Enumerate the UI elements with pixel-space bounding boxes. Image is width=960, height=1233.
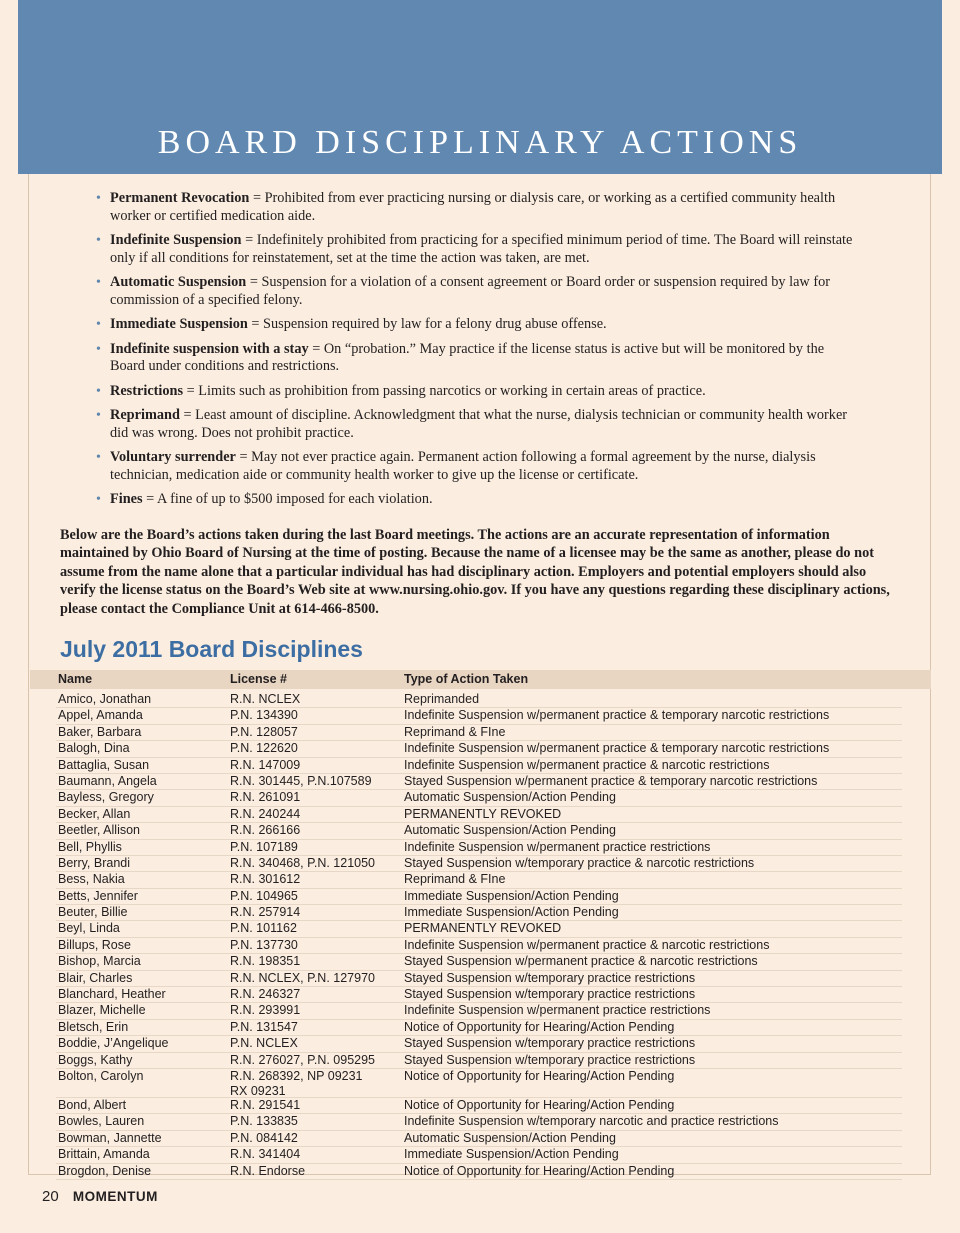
- cell-name: Boddie, J’Angelique: [58, 1036, 169, 1051]
- definition-desc: = Least amount of discipline. Acknowledgment that what the nurse, dialysis technician or community health worker did was wrong. Does not prohibit practice.: [110, 407, 848, 441]
- bullet-icon: •: [96, 341, 101, 357]
- cell-name: Beyl, Linda: [58, 921, 120, 936]
- cell-name: Betts, Jennifer: [58, 888, 138, 903]
- cell-name: Baumann, Angela: [58, 773, 157, 788]
- cell-name: Blair, Charles: [58, 970, 133, 985]
- cell-license: [230, 692, 300, 707]
- cell-action: Notice of Opportunity for Hearing/Action Pending: [404, 1019, 675, 1034]
- cell-name: Bess, Nakia: [58, 872, 125, 887]
- cell-action: Stayed Suspension w/temporary practice restrictions: [404, 1036, 696, 1051]
- license-line: P.N. 104965: [230, 888, 298, 903]
- definition-desc: = Suspension required by law for a felony drug abuse offense.: [247, 316, 607, 332]
- cell-license: [230, 725, 298, 740]
- table-row: [56, 708, 902, 724]
- table-row: [56, 1131, 902, 1147]
- cell-action: Immediate Suspension/Action Pending: [404, 888, 619, 903]
- bullet-icon: •: [96, 191, 101, 206]
- table-row: [56, 1069, 902, 1098]
- cell-name: Beuter, Billie: [58, 905, 128, 920]
- definition-desc: = May not ever practice again. Permanent action following a formal agreement by the nurse, dialysis technician, medication aide or community health worker to give up the license or certificate.: [110, 449, 816, 483]
- table-row: [56, 1003, 902, 1019]
- table-row: [56, 954, 902, 970]
- footer: [42, 1188, 158, 1205]
- table-row: [56, 856, 902, 872]
- cell-license: [230, 741, 298, 756]
- bullet-icon: •: [96, 492, 101, 507]
- cell-license: [230, 1053, 375, 1068]
- cell-license: [230, 856, 375, 871]
- cell-license: [230, 905, 300, 920]
- intro-paragraph: Below are the Board’s actions taken during the last Board meetings. The actions are an accurate representation of information maintained by Ohio Board of Nursing at the time of posting. Because the name of a licensee may be the same as another, please do not assume from the name alone that a particular individual has had disciplinary action. Employers and potential employers should also verify the license status on the Board’s Web site at www.nursing.ohio.gov. If you have any questions regarding these disciplinary actions, please contact the Compliance Unit at 614-466-8500.: [60, 527, 890, 617]
- table-row: [56, 971, 902, 987]
- license-line: R.N. 340468, P.N. 121050: [230, 855, 376, 870]
- license-line: P.N. 107189: [230, 839, 298, 854]
- cell-action: Immediate Suspension/Action Pending: [404, 1147, 619, 1162]
- table-row: [56, 725, 902, 741]
- cell-name: Bletsch, Erin: [58, 1019, 129, 1034]
- table-row: [56, 889, 902, 905]
- cell-name: Berry, Brandi: [58, 855, 131, 870]
- license-line: R.N. 246327: [230, 987, 301, 1002]
- definition-term: Reprimand: [110, 407, 180, 423]
- page-title: BOARD DISCIPLINARY ACTIONS: [157, 124, 803, 161]
- cell-license: [230, 1114, 298, 1129]
- cell-license: [230, 807, 300, 822]
- definition-desc: = On “probation.” May practice if the license status is active but will be monitored by the Board under conditions and restrictions.: [110, 340, 825, 374]
- cell-action: Notice of Opportunity for Hearing/Action Pending: [404, 1068, 675, 1083]
- cell-license: [230, 938, 298, 953]
- cell-action: Automatic Suspension/Action Pending: [404, 790, 616, 805]
- license-line: RX 09231: [230, 1083, 286, 1098]
- license-line: P.N. 131547: [230, 1019, 298, 1034]
- cell-action: Indefinite Suspension w/temporary narcotic and practice restrictions: [404, 1114, 779, 1129]
- table-row: [56, 1114, 902, 1130]
- license-line: R.N. 266166: [230, 823, 301, 838]
- definition-term: Immediate Suspension: [110, 316, 248, 332]
- definition-term: Restrictions: [110, 382, 184, 399]
- table-row: [56, 758, 902, 774]
- table-row: [56, 1053, 902, 1069]
- cell-name: Bishop, Marcia: [58, 954, 141, 969]
- table-row: [56, 1098, 902, 1114]
- license-line: R.N. 291541: [230, 1097, 301, 1112]
- cell-action: Automatic Suspension/Action Pending: [404, 1130, 616, 1145]
- cell-action: Notice of Opportunity for Hearing/Action Pending: [404, 1097, 675, 1112]
- table-row: [56, 987, 902, 1003]
- cell-name: Billups, Rose: [58, 937, 131, 952]
- license-line: R.N. Endorse: [230, 1163, 306, 1178]
- cell-name: Bell, Phyllis: [58, 839, 122, 854]
- cell-action: Reprimanded: [404, 692, 480, 706]
- cell-name: Becker, Allan: [58, 806, 131, 821]
- cell-name: Baker, Barbara: [58, 724, 142, 739]
- definitions-list: [96, 190, 856, 516]
- page-number: 20: [42, 1188, 59, 1205]
- table-row: [56, 823, 902, 839]
- cell-action: Stayed Suspension w/temporary practice restrictions: [404, 970, 696, 985]
- header-license: License #: [230, 672, 287, 686]
- definition-item: [96, 449, 856, 484]
- cell-license: [230, 1069, 363, 1099]
- cell-license: [230, 708, 298, 723]
- cell-license: [230, 790, 300, 805]
- cell-license: [230, 1036, 298, 1051]
- definition-item: [96, 274, 856, 309]
- license-line: R.N. 198351: [230, 954, 301, 969]
- license-line: R.N. 261091: [230, 790, 301, 805]
- cell-name: Bowman, Jannette: [58, 1130, 162, 1145]
- definition-desc: = Indefinitely prohibited from practicing for a specified minimum period of time. The Board will reinstate only if all conditions for reinstatement, set at the time the action was taken, are met.: [110, 232, 853, 266]
- cell-license: [230, 1147, 300, 1162]
- bullet-icon: •: [96, 450, 101, 465]
- cell-action: Indefinite Suspension w/permanent practice & narcotic restrictions: [404, 757, 770, 772]
- table-row: [56, 872, 902, 888]
- cell-name: Appel, Amanda: [58, 708, 143, 723]
- cell-license: [230, 921, 297, 936]
- cell-license: [230, 758, 300, 773]
- table-row: [56, 840, 902, 856]
- license-line: P.N. 101162: [230, 921, 297, 936]
- definition-desc: = Prohibited from ever practicing nursing or dialysis care, or working as a certified community health worker or certified medication aide.: [110, 190, 836, 224]
- cell-name: Boggs, Kathy: [58, 1052, 133, 1067]
- cell-name: Brittain, Amanda: [58, 1147, 150, 1162]
- license-line: R.N. NCLEX, P.N. 127970: [230, 970, 375, 985]
- bullet-icon: •: [96, 233, 101, 248]
- definition-term: Automatic Suspension: [110, 274, 247, 290]
- cell-license: [230, 1131, 298, 1146]
- cell-license: [230, 1003, 300, 1018]
- table-row: [56, 790, 902, 806]
- license-line: R.N. 268392, NP 09231: [230, 1068, 363, 1083]
- table-row: [56, 741, 902, 757]
- license-line: P.N. 128057: [230, 724, 298, 739]
- cell-action: Automatic Suspension/Action Pending: [404, 823, 616, 838]
- license-line: R.N. NCLEX: [230, 692, 301, 706]
- table-row: [56, 807, 902, 823]
- definition-item: [96, 316, 856, 334]
- cell-name: Bond, Albert: [58, 1097, 127, 1112]
- definition-item: [96, 232, 856, 267]
- cell-license: [230, 872, 300, 887]
- table-row: [56, 774, 902, 790]
- cell-name: Amico, Jonathan: [58, 692, 152, 706]
- cell-action: Stayed Suspension w/permanent practice & temporary narcotic restrictions: [404, 773, 818, 788]
- publication-name: MOMENTUM: [72, 1189, 158, 1204]
- cell-name: Blanchard, Heather: [58, 987, 166, 1002]
- license-line: P.N. 084142: [230, 1130, 298, 1145]
- cell-name: Bolton, Carolyn: [58, 1068, 144, 1083]
- definition-term: Indefinite suspension with a stay: [110, 340, 309, 357]
- bullet-icon: •: [96, 275, 101, 290]
- bullet-icon: •: [96, 317, 101, 332]
- disciplines-table: [56, 692, 902, 1180]
- cell-action: Indefinite Suspension w/permanent practice & temporary narcotic restrictions: [404, 741, 830, 756]
- license-line: P.N. 134390: [230, 708, 298, 723]
- cell-name: Balogh, Dina: [58, 741, 130, 756]
- license-line: P.N. 133835: [230, 1114, 298, 1129]
- table-row: [56, 1020, 902, 1036]
- table-row: [56, 692, 902, 708]
- cell-license: [230, 840, 298, 855]
- cell-name: Beetler, Allison: [58, 823, 140, 838]
- cell-action: Stayed Suspension w/temporary practice restrictions: [404, 987, 696, 1002]
- license-line: R.N. 147009: [230, 757, 301, 772]
- cell-name: Blazer, Michelle: [58, 1003, 146, 1018]
- header-action: Type of Action Taken: [404, 672, 529, 686]
- cell-license: [230, 774, 372, 789]
- cell-action: Indefinite Suspension w/permanent practice restrictions: [404, 839, 711, 854]
- cell-action: Stayed Suspension w/permanent practice & narcotic restrictions: [404, 954, 758, 969]
- definition-term: Indefinite Suspension: [110, 232, 242, 248]
- cell-action: Stayed Suspension w/temporary practice & narcotic restrictions: [404, 855, 755, 870]
- cell-action: PERMANENTLY REVOKED: [404, 806, 562, 821]
- cell-action: Stayed Suspension w/temporary practice restrictions: [404, 1052, 696, 1067]
- cell-name: Brogdon, Denise: [58, 1163, 152, 1178]
- cell-name: Battaglia, Susan: [58, 757, 150, 772]
- cell-action: Indefinite Suspension w/permanent practice & temporary narcotic restrictions: [404, 708, 830, 723]
- cell-license: [230, 889, 298, 904]
- definition-term: Fines: [110, 491, 143, 507]
- table-row: [56, 1164, 902, 1180]
- table-row: [56, 1036, 902, 1052]
- cell-name: Bowles, Lauren: [58, 1114, 145, 1129]
- table-row: [56, 921, 902, 937]
- table-row: [56, 1147, 902, 1163]
- license-line: P.N. 122620: [230, 741, 298, 756]
- definition-item: [96, 341, 856, 376]
- section-title: July 2011 Board Disciplines: [60, 636, 363, 662]
- license-line: R.N. 257914: [230, 905, 301, 920]
- cell-action: Indefinite Suspension w/permanent practice restrictions: [404, 1003, 711, 1018]
- definition-item: [96, 407, 856, 442]
- license-line: R.N. 293991: [230, 1003, 301, 1018]
- license-line: R.N. 341404: [230, 1147, 301, 1162]
- license-line: R.N. 301612: [230, 872, 301, 887]
- cell-action: Notice of Opportunity for Hearing/Action Pending: [404, 1163, 675, 1178]
- cell-action: Reprimand & FIne: [404, 724, 506, 739]
- cell-action: Indefinite Suspension w/permanent practice & narcotic restrictions: [404, 937, 770, 952]
- table-header: [30, 670, 931, 689]
- cell-license: [230, 971, 375, 986]
- definition-term: Permanent Revocation: [110, 190, 250, 206]
- table-row: [56, 938, 902, 954]
- table-row: [56, 905, 902, 921]
- definition-item: [96, 383, 856, 401]
- definition-item: [96, 190, 856, 225]
- license-line: R.N. 276027, P.N. 095295: [230, 1052, 376, 1067]
- license-line: R.N. 301445, P.N.107589: [230, 773, 372, 788]
- header-banner: [18, 0, 942, 174]
- cell-license: [230, 823, 300, 838]
- cell-license: [230, 1098, 300, 1113]
- cell-license: [230, 1164, 305, 1179]
- cell-action: PERMANENTLY REVOKED: [404, 921, 562, 936]
- bullet-icon: •: [96, 383, 101, 399]
- cell-license: [230, 1020, 298, 1035]
- license-line: R.N. 240244: [230, 806, 301, 821]
- cell-action: Immediate Suspension/Action Pending: [404, 905, 619, 920]
- bullet-icon: •: [96, 408, 101, 423]
- cell-license: [230, 987, 300, 1002]
- definition-item: [96, 491, 856, 509]
- license-line: P.N. 137730: [230, 937, 298, 952]
- cell-license: [230, 954, 300, 969]
- definition-desc: = Limits such as prohibition from passing narcotics or working in certain areas of practice.: [183, 382, 706, 399]
- cell-name: Bayless, Gregory: [58, 790, 154, 805]
- license-line: P.N. NCLEX: [230, 1036, 298, 1051]
- header-name: Name: [58, 672, 93, 686]
- definition-term: Voluntary surrender: [110, 449, 236, 465]
- definition-desc: = Suspension for a violation of a consent agreement or Board order or suspension required by law for commission of a specified felony.: [110, 274, 831, 308]
- cell-action: Reprimand & FIne: [404, 872, 506, 887]
- definition-desc: = A fine of up to $500 imposed for each violation.: [142, 491, 433, 507]
